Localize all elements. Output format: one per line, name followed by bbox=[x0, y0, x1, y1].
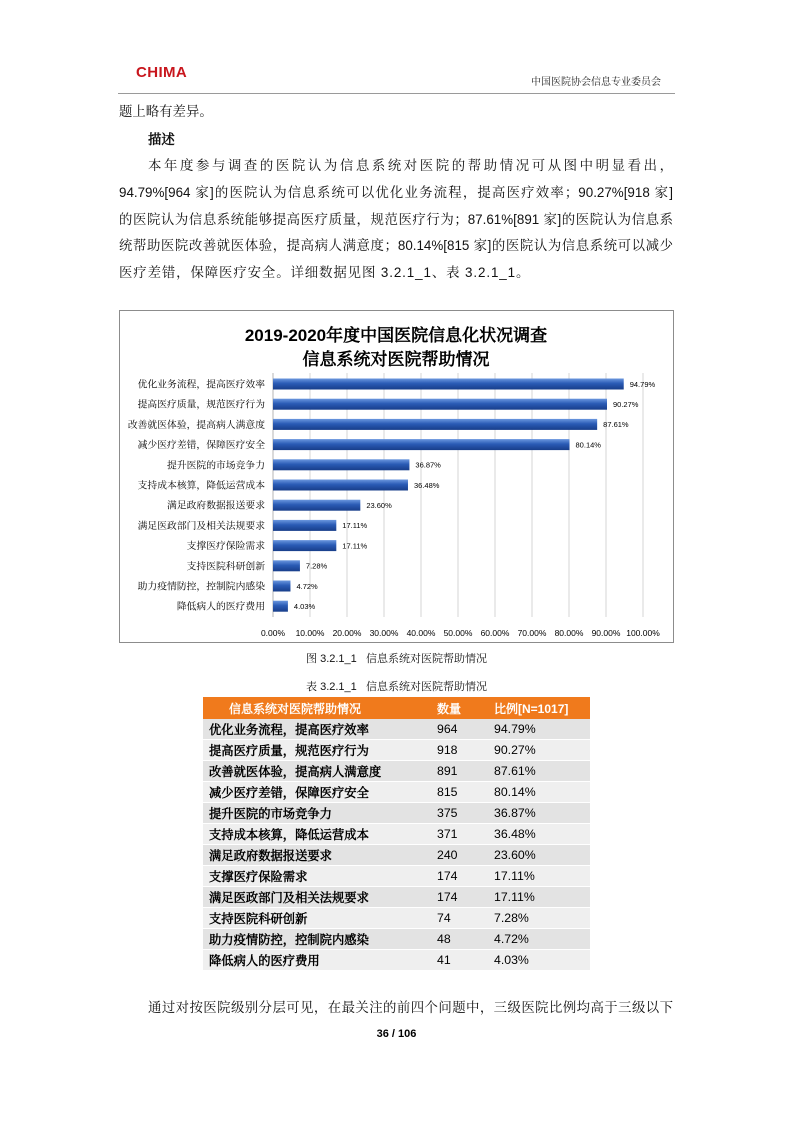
category-label: 优化业务流程，提高医疗效率 bbox=[137, 379, 265, 391]
bar bbox=[273, 399, 607, 410]
table-cell-percent: 17.11% bbox=[494, 890, 535, 904]
value-label: 17.11% bbox=[342, 541, 368, 551]
section-heading: 描述 bbox=[148, 132, 175, 147]
value-label: 17.11% bbox=[342, 521, 368, 531]
table-cell-percent: 36.87% bbox=[494, 806, 536, 820]
table-cell-count: 41 bbox=[437, 953, 451, 967]
category-label: 提升医院的市场竞争力 bbox=[167, 460, 265, 472]
bar bbox=[273, 601, 288, 612]
table-row bbox=[203, 866, 590, 887]
bar bbox=[273, 520, 336, 531]
page-number: 36 / 106 bbox=[376, 1028, 417, 1040]
x-tick-label: 100.00% bbox=[626, 628, 660, 638]
table-cell-count: 891 bbox=[437, 764, 458, 778]
table-cell-percent: 17.11% bbox=[494, 869, 535, 883]
paragraph-line: 医疗差错，保障医疗安全。详细数据见图 3.2.1_1、表 3.2.1_1。 bbox=[119, 265, 531, 280]
category-label: 降低病人的医疗费用 bbox=[176, 601, 265, 613]
table-header-row bbox=[203, 697, 590, 719]
value-label: 23.60% bbox=[366, 501, 392, 510]
table-cell-percent: 23.60% bbox=[494, 848, 536, 862]
table-row bbox=[203, 929, 590, 950]
table-row bbox=[203, 803, 590, 824]
value-label: 80.14% bbox=[575, 440, 601, 450]
table-row bbox=[203, 782, 590, 803]
paragraph-line: 本年度参与调查的医院认为信息系统对医院的帮助情况可从图中明显看出， bbox=[148, 158, 673, 173]
table-cell-count: 815 bbox=[437, 785, 458, 799]
chart-title-line-2: 信息系统对医院帮助情况 bbox=[302, 350, 490, 369]
category-label: 支撑医疗保险需求 bbox=[186, 541, 265, 553]
table-cell-item: 助力疫情防控，控制院内感染 bbox=[209, 933, 369, 947]
bar bbox=[273, 480, 408, 491]
x-tick-label: 70.00% bbox=[517, 628, 547, 638]
table-cell-percent: 7.28% bbox=[494, 911, 529, 925]
table-cell-count: 240 bbox=[437, 848, 458, 862]
x-tick-label: 50.00% bbox=[443, 628, 473, 638]
table-cell-count: 375 bbox=[437, 806, 458, 820]
data-table bbox=[203, 697, 590, 971]
value-label: 7.28% bbox=[305, 561, 328, 571]
table-row bbox=[203, 824, 590, 845]
value-label: 4.72% bbox=[296, 581, 318, 591]
x-tick-label: 60.00% bbox=[480, 628, 510, 638]
category-label: 改善就医体验，提高病人满意度 bbox=[127, 419, 265, 431]
table-cell-count: 371 bbox=[437, 827, 458, 841]
x-tick-label: 20.00% bbox=[332, 628, 362, 638]
table-cell-percent: 4.72% bbox=[494, 932, 529, 946]
bar bbox=[273, 379, 624, 390]
bar bbox=[273, 540, 336, 551]
table-cell-count: 918 bbox=[437, 743, 458, 757]
table-row bbox=[203, 908, 590, 929]
table-cell-item: 优化业务流程，提高医疗效率 bbox=[209, 723, 369, 737]
chart-title-line-1: 2019-2020年度中国医院信息化状况调查 bbox=[244, 326, 548, 345]
table-row bbox=[203, 845, 590, 866]
paragraph-line: 94.79%[964 家]的医院认为信息系统可以优化业务流程，提高医疗效率；90.27%[918 家] bbox=[119, 185, 673, 200]
table-cell-percent: 80.14% bbox=[494, 785, 536, 799]
table-cell-item: 满足医政部门及相关法规要求 bbox=[209, 891, 369, 905]
table-header-count: 数量 bbox=[437, 701, 462, 716]
table-cell-count: 174 bbox=[437, 869, 458, 883]
table-cell-count: 48 bbox=[437, 932, 451, 946]
bar bbox=[273, 439, 570, 450]
table-body bbox=[203, 719, 590, 971]
value-label: 87.61% bbox=[603, 420, 629, 430]
closing-text: 通过对按医院级别分层可见，在最关注的前四个问题中，三级医院比例均高于三级以下 bbox=[148, 1000, 673, 1015]
bar bbox=[273, 459, 409, 470]
x-tick-label: 40.00% bbox=[406, 628, 436, 638]
x-tick-label: 80.00% bbox=[554, 628, 584, 638]
table-cell-percent: 94.79% bbox=[494, 722, 536, 736]
table-cell-item: 支持成本核算，降低运营成本 bbox=[209, 828, 369, 842]
table-cell-item: 减少医疗差错，保障医疗安全 bbox=[209, 786, 369, 800]
table-row bbox=[203, 761, 590, 782]
table-row bbox=[203, 950, 590, 971]
value-label: 90.27% bbox=[612, 400, 639, 409]
table-cell-item: 降低病人的医疗费用 bbox=[209, 954, 320, 968]
x-tick-label: 90.00% bbox=[591, 628, 621, 638]
table-cell-item: 支持医院科研创新 bbox=[209, 912, 308, 926]
bar bbox=[273, 560, 300, 571]
table-row bbox=[203, 719, 590, 740]
continuation-text: 题上略有差异。 bbox=[119, 104, 213, 119]
category-label: 支持成本核算，降低运营成本 bbox=[137, 480, 265, 492]
paragraph-line: 的医院认为信息系统能够提高医疗质量，规范医疗行为；87.61%[891 家]的医院认为信息系 bbox=[119, 212, 673, 227]
organization-name: 中国医院协会信息专业委员会 bbox=[531, 77, 661, 88]
table-cell-count: 174 bbox=[437, 890, 458, 904]
header-rule bbox=[118, 93, 675, 94]
x-tick-label: 10.00% bbox=[295, 628, 325, 638]
value-label: 4.03% bbox=[293, 602, 316, 611]
x-tick-label: 0.00% bbox=[260, 628, 286, 638]
table-cell-percent: 36.48% bbox=[494, 827, 536, 841]
category-label: 满足政府数据报送要求 bbox=[167, 500, 265, 512]
table-cell-count: 74 bbox=[437, 911, 451, 925]
table-header-item: 信息系统对医院帮助情况 bbox=[229, 701, 362, 716]
category-label: 满足医政部门及相关法规要求 bbox=[137, 520, 265, 532]
table-caption: 表 3.2.1_1 信息系统对医院帮助情况 bbox=[306, 681, 487, 693]
value-label: 36.87% bbox=[415, 460, 441, 470]
bar-chart bbox=[119, 310, 674, 643]
paragraph-line: 统帮助医院改善就医体验，提高病人满意度；80.14%[815 家]的医院认为信息系统可以减少 bbox=[119, 238, 673, 253]
table-cell-percent: 4.03% bbox=[494, 953, 529, 967]
table-cell-item: 提高医疗质量，规范医疗行为 bbox=[209, 744, 369, 758]
chima-logo: CHIMA bbox=[136, 64, 188, 81]
table-cell-percent: 90.27% bbox=[494, 743, 536, 757]
bar bbox=[273, 419, 597, 430]
table-cell-percent: 87.61% bbox=[494, 764, 536, 778]
x-tick-label: 30.00% bbox=[369, 628, 399, 638]
bar bbox=[273, 581, 290, 592]
table-cell-item: 支撑医疗保险需求 bbox=[209, 870, 308, 884]
table-cell-item: 改善就医体验，提高病人满意度 bbox=[209, 765, 382, 779]
table-cell-count: 964 bbox=[437, 722, 458, 736]
bar bbox=[273, 500, 360, 511]
category-label: 支持医院科研创新 bbox=[186, 561, 265, 573]
table-cell-item: 提升医院的市场竞争力 bbox=[209, 807, 332, 821]
category-label: 提高医疗质量，规范医疗行为 bbox=[137, 399, 265, 411]
value-label: 36.48% bbox=[413, 480, 440, 490]
table-cell-item: 满足政府数据报送要求 bbox=[209, 849, 332, 863]
category-label: 助力疫情防控，控制院内感染 bbox=[137, 581, 265, 593]
table-header-percent: 比例[N=1017] bbox=[494, 701, 569, 716]
table-row bbox=[203, 740, 590, 761]
value-label: 94.79% bbox=[629, 379, 656, 389]
category-label: 减少医疗差错，保障医疗安全 bbox=[137, 440, 265, 452]
figure-caption: 图 3.2.1_1 信息系统对医院帮助情况 bbox=[306, 653, 487, 665]
table-row bbox=[203, 887, 590, 908]
